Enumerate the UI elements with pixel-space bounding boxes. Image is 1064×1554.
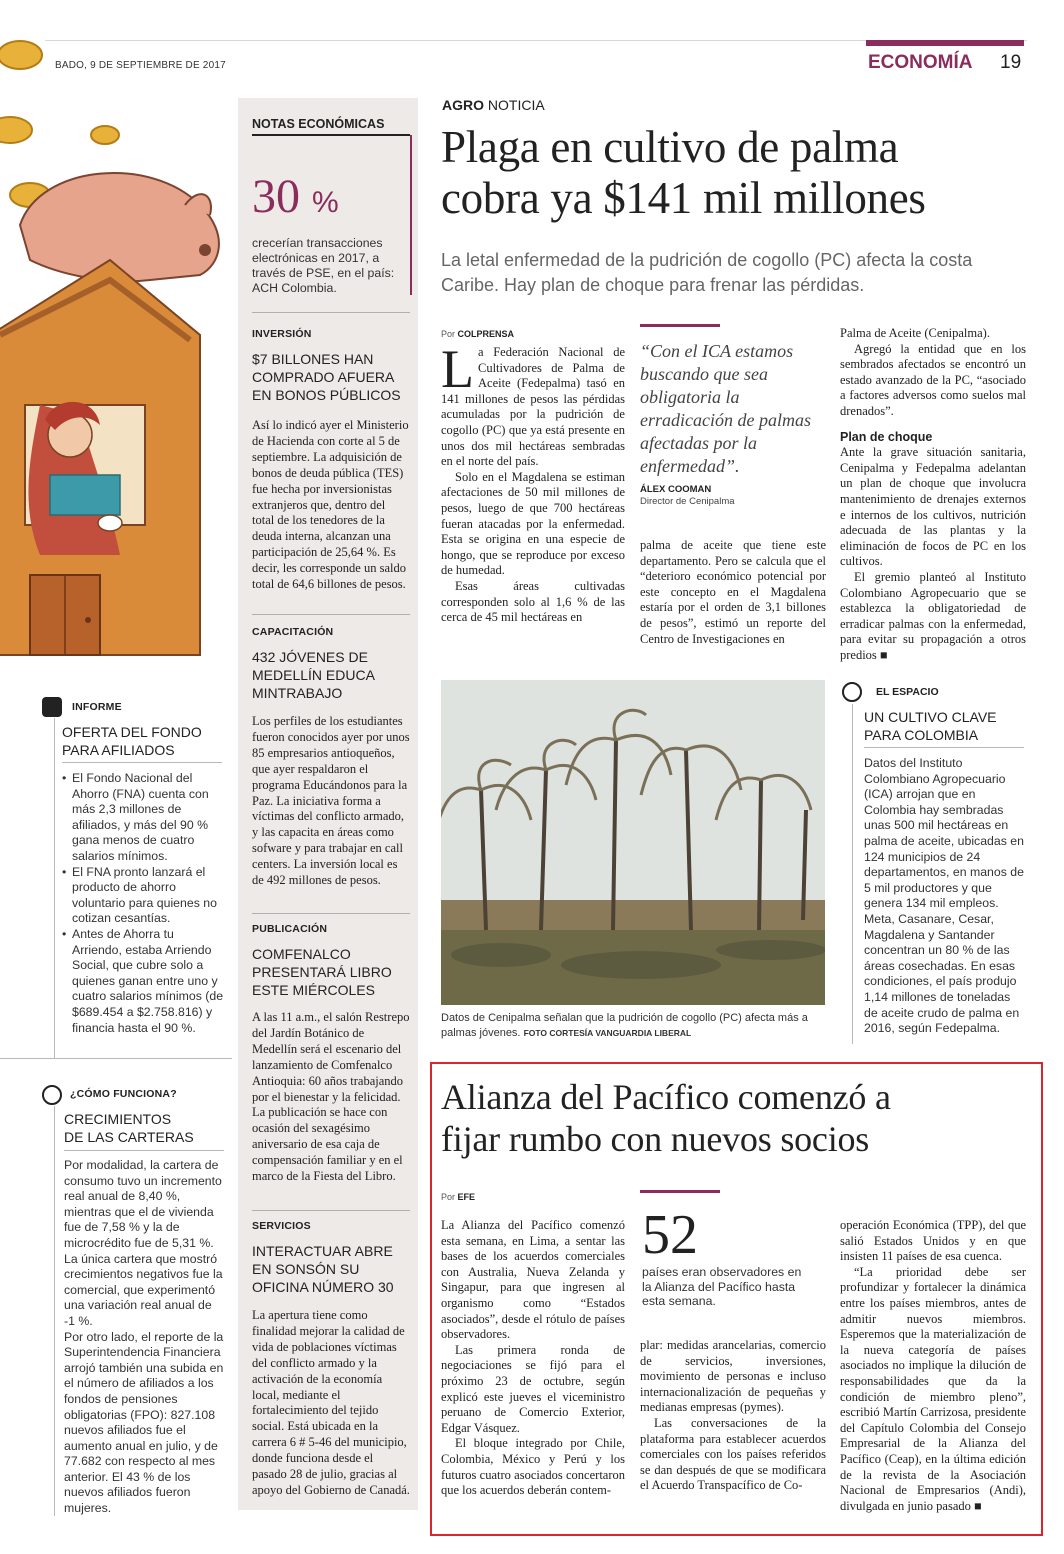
el-espacio-rule bbox=[852, 704, 853, 1044]
notas-item-label: PUBLICACIÓN bbox=[252, 923, 328, 935]
photo-caption: Datos de Cenipalma señalan que la pudrición de cogollo (PC) afecta más a palmas jóvenes. FOTO CORTESÍA VANGUARDIA LIBERAL bbox=[441, 1012, 808, 1039]
alianza-col-1: La Alianza del Pacífico comenzó esta semana, en Lima, a sentar las bases de los acuerdos comerciales con Australia, Nueva Zelanda y Singapur, para que ingresen al organismo como “Estados asociados”, desde el rótulo de países observadores. Las primera ronda de negociaciones se fijó para el próximo 23 de octubre, según explicó este jueves el viceministro peruano de Comercio Exterior, Edgar Vásquez. El bloque integrado por Chile, Colombia, México y Perú y los futuros cuatro asociados concertaron que los acuerdos deberán contem- bbox=[441, 1218, 625, 1498]
informe-body bbox=[62, 771, 224, 1036]
notas-stat-desc: crecerían transacciones electrónicas en 2017, a través de PSE, en el país: ACH Colombia. bbox=[252, 236, 395, 295]
informe-rule bbox=[54, 718, 55, 1058]
notas-header: NOTAS ECONÓMICAS bbox=[252, 117, 385, 131]
notas-item-title: $7 BILLONES HAN COMPRADO AFUERA EN BONOS PÚBLICOS bbox=[252, 351, 401, 403]
notas-item-label: SERVICIOS bbox=[252, 1220, 311, 1232]
main-headline: Plaga en cultivo de palma cobra ya $141 mil millones bbox=[441, 122, 926, 223]
notas-item-title: INTERACTUAR ABRE EN SONSÓN SU OFICINA NÚMERO 30 bbox=[252, 1243, 394, 1295]
main-standfirst: La letal enfermedad de la pudrición de cogollo (PC) afecta la costa Caribe. Hay plan de choque para frenar las pérdidas. bbox=[441, 250, 973, 295]
drop-cap: L bbox=[441, 339, 474, 399]
box-separator bbox=[0, 1058, 232, 1059]
photo-credit: FOTO CORTESÍA VANGUARDIA LIBERAL bbox=[523, 1027, 692, 1038]
informe-divider bbox=[62, 762, 222, 763]
notas-item-label: CAPACITACIÓN bbox=[252, 626, 334, 638]
alianza-headline: Alianza del Pacífico comenzó a fijar rumbo con nuevos socios bbox=[441, 1077, 891, 1159]
list-item: • El Fondo Nacional del Ahorro (FNA) cuenta con más 2,3 millones de afiliados, y más del 90 % gana menos de cuatro salarios mínimos. bbox=[62, 771, 224, 865]
notas-separator bbox=[252, 1210, 410, 1211]
quote-author: ÁLEX COOMAN bbox=[640, 484, 712, 495]
como-funciona-body: Por modalidad, la cartera de consumo tuvo un incremento real anual de 8,40 %, mientras que el de vivienda fue de 7,58 % y la de microcrédito fue de 5,31 %. La única cartera que mostró crecimientos negativos fue la comercial, que experimentó una variación real anual de -1 %. Por otro lado, el reporte de la Superintendencia Financiera arrojó también una subida en el número de afiliados a los fondos de pensiones obligatorias (FPO): 827.108 nuevos afiliados fue el aumento anual en julio, y de 77.682 con respecto al mes anterior. El 43 % de los nuevos afiliados fueron mujeres. bbox=[64, 1158, 224, 1516]
section-name: ECONOMÍA bbox=[868, 52, 973, 73]
notas-separator bbox=[252, 312, 410, 313]
el-espacio-title: UN CULTIVO CLAVE PARA COLOMBIA bbox=[864, 709, 997, 743]
notas-item-body: Los perfiles de los estudiantes fueron conocidos ayer por unos 85 empresarios antioqueños, que ayer respaldaron el programa Educándonos para la Paz. La iniciativa forma a víctimas del conflicto armado, y las capacita en áreas como sofware y para trabajar en call centers. La inversión local es de 492 millones de pesos. bbox=[252, 714, 410, 888]
pull-quote: “Con el ICA estamos buscando que sea obligatoria la erradicación de palmas afectadas por la enfermedad”. bbox=[640, 341, 811, 476]
document-icon bbox=[42, 697, 62, 717]
alianza-stat-desc: países eran observadores en la Alianza del Pacífico hasta esta semana. bbox=[642, 1265, 802, 1308]
notas-header-rule bbox=[252, 134, 410, 136]
como-funciona-label: ¿CÓMO FUNCIONA? bbox=[70, 1088, 177, 1100]
el-espacio-divider bbox=[864, 747, 1024, 748]
como-funciona-rule bbox=[54, 1106, 55, 1516]
quote-accent-bar bbox=[640, 324, 720, 327]
notas-separator bbox=[252, 614, 410, 615]
alianza-col-3: operación Económica (TPP), del que salió Estados Unidos y en que insisten 11 países de esa cuenca. “La prioridad debe ser profundizar y fortalecer la dinámica entre los países miembros, antes de admitir nuevos miembros. Esperemos que la materialización de la nueva categoría de países asociados no implique la dilución de responsabilidades que da la condición de miembro pleno”, escribió Martín Carrizosa, presidente del Capítulo Colombia del Consejo Empresarial de la Alianza del Pacífico (Ceap), en la última edición de la revista de la Asociación Nacional de Empresarios (Andi), divulgada en junio pasado ■ bbox=[840, 1218, 1026, 1513]
notas-stat: 30 % bbox=[252, 170, 339, 223]
notas-item-title: COMFENALCO PRESENTARÁ LIBRO ESTE MIÉRCOLES bbox=[252, 946, 392, 998]
section-color-bar bbox=[866, 40, 1024, 46]
notas-item-label: INVERSIÓN bbox=[252, 328, 312, 340]
magnifier-icon bbox=[842, 682, 862, 702]
gears-icon bbox=[42, 1085, 62, 1105]
page-number: 19 bbox=[1000, 52, 1022, 73]
list-item: • Antes de Ahorra tu Arriendo, estaba Arriendo Social, que cubre solo a quienes ganan entre uno y cuatro salarios mínimos (de $689.454 a $2.758.816) y financia hasta el 90 %. bbox=[62, 927, 224, 1036]
notas-separator bbox=[252, 913, 410, 914]
palm-plantation-photo bbox=[441, 680, 825, 1005]
como-funciona-title: CRECIMIENTOS DE LAS CARTERAS bbox=[64, 1111, 194, 1145]
alianza-byline: Por EFE bbox=[441, 1192, 476, 1202]
el-espacio-label: EL ESPACIO bbox=[876, 686, 939, 698]
notas-item-title: 432 JÓVENES DE MEDELLÍN EDUCA MINTRABAJO bbox=[252, 649, 375, 701]
quote-author-role: Director de Cenipalma bbox=[640, 496, 735, 507]
list-item: • El FNA pronto lanzará el producto de ahorro voluntario para quienes no cotizan cesantías. bbox=[62, 865, 224, 927]
notas-item-body: Así lo indicó ayer el Ministerio de Hacienda con corte al 5 de septiembre. La adquisición de bonos de deuda pública (TES) fue hecha por inversionistas extranjeros que, dentro del total de los tenedores de la deuda interna, alcanzan una participación de 25,64 %. Es decir, les corresponde un saldo total de 64,6 billones de pesos. bbox=[252, 418, 409, 592]
main-byline: Por COLPRENSA bbox=[441, 329, 515, 339]
informe-title: OFERTA DEL FONDO PARA AFILIADOS bbox=[62, 724, 202, 758]
main-col-2: palma de aceite que tiene este departamento. Pero se calcula que el “deterioro económico potencial por este concepto en el Magdalena estaría por el orden de 3,1 billones de pesos”, estimó un reporte del Centro de Investigaciones en bbox=[640, 538, 826, 646]
article-kicker: AGRO NOTICIA bbox=[442, 97, 545, 113]
notas-item-body: A las 11 a.m., el salón Restrepo del Jardín Botánico de Medellín será el escenario del lanzamiento de Comfenalco Antioquia: 60 años trabajando por el bienestar y la felicidad. La publicación se hace con ocasión del sexagésimo aniversario de esa caja de compensación familiar y en el marco de la Fiesta del Libro. bbox=[252, 1010, 410, 1184]
informe-label: INFORME bbox=[72, 701, 122, 713]
subhead: Plan de choque bbox=[840, 429, 933, 444]
piggy-bank-house-illustration bbox=[0, 35, 232, 695]
main-col-3: Palma de Aceite (Cenipalma). Agregó la entidad que en los sembrados afectados se encontró un estado avanzado de la PC, “asociado a factores adversos como suelos mal drenados”. Plan de choque Ante la grave situación sanitaria, Cenipalma y Fedepalma adelantan un plan de choque que involucra mantenimiento de drenajes externos e internos de los cultivos, nutrición adecuada de las plantas y la eliminación de focos de PC en los cultivos. El gremio planteó al Instituto Colombiano Agropecuario que se establezca la obligatoriedad de erradicar palmas con la enfermedad, para evitar su propagación a otros predios ■ bbox=[840, 326, 1026, 662]
stat-accent-bar bbox=[640, 1190, 720, 1193]
alianza-stat: 52 bbox=[642, 1204, 698, 1266]
el-espacio-body: Datos del Instituto Colombiano Agropecuario (ICA) arrojan que en Colombia hay sembradas unas 500 mil hectáreas en palma de aceite, ubicadas en 124 municipios de 24 departamentos, en manos de 5 mil productores y que genera 134 mil empleos. Meta, Casanare, Cesar, Magdalena y Santander concentran un 80 % de las áreas cosechadas. En esas condiciones, el país produjo 1,14 millones de toneladas de aceite crudo de palma en 2016, según Fedepalma. bbox=[864, 756, 1024, 1036]
notas-accent-rule bbox=[410, 135, 412, 295]
main-col-1: La Federación Nacional de Cultivadores de Palma de Aceite (Fedepalma) tasó en 141 millones de pesos las pérdidas acumuladas por la pudrición de cogollo (PC) que ya está presente en unos dos mil hectáreas sembradas en el norte del país. Solo en el Magdalena se estiman afectaciones de 50 mil millones de pesos, luego de que 700 hectáreas fueran atacadas por la enfermedad. Esta se origina en una especie de hongo, que se reproduce por exceso de humedad. Esas áreas cultivadas corresponden solo al 1,6 % de las cerca de 45 mil hectáreas en bbox=[441, 339, 625, 625]
issue-date: BADO, 9 DE SEPTIEMBRE DE 2017 bbox=[55, 60, 226, 71]
notas-item-body: La apertura tiene como finalidad mejorar la calidad de vida de poblaciones víctimas del conflicto armado y la activación de la economía local, mediante el fortalecimiento del tejido social. Está ubicada en la carrera 6 # 5-46 del municipio, donde funciona desde el pasado 28 de julio, gracias al apoyo del Gobierno de Canadá. bbox=[252, 1308, 410, 1497]
alianza-col-2: plar: medidas arancelarias, comercio de servicios, inversiones, movimiento de personas e incluso internacionalización de pequeñas y medianas empresas (pymes). Las conversaciones de la plataforma para establecer acuerdos comerciales con los países referidos se dan después de que se modificara el Acuerdo Transpacífico de Co- bbox=[640, 1338, 826, 1493]
como-funciona-divider bbox=[64, 1150, 224, 1151]
